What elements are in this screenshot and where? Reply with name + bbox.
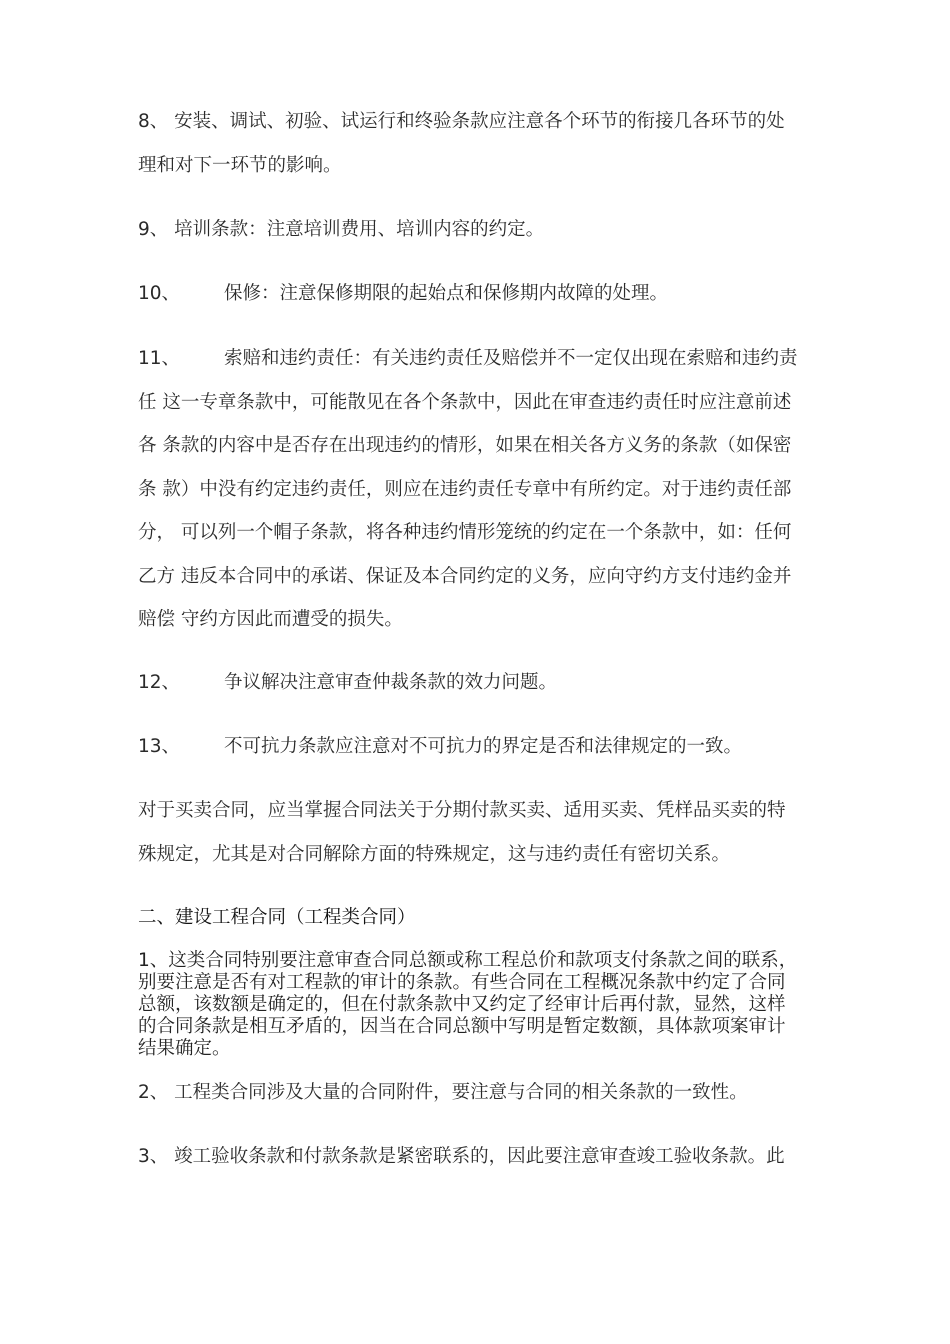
item-8-line-1: 8、 安装、调试、初验、试运行和终验条款应注意各个环节的衔接几各环节的处 (138, 111, 785, 132)
item-8 (138, 100, 822, 187)
s2-item-1-line-5: 结果确定。 (138, 1038, 231, 1059)
sale-note-line-1: 对于买卖合同，应当掌握合同法关于分期付款买卖、适用买卖、凭样品买卖的特 (138, 800, 786, 821)
item-11-number: 11、 (138, 348, 181, 369)
item-13 (138, 725, 822, 769)
item-11-line-2: 任 这一专章条款中，可能散见在各个条款中，因此在审查违约责任时应注意前述 (138, 391, 792, 413)
item-13-number: 13、 (138, 736, 181, 757)
item-12-number: 12、 (138, 672, 181, 693)
section-2-title: 二、建设工程合同（工程类合同） (138, 907, 416, 928)
item-11 (138, 337, 822, 642)
section-2-item-1 (138, 950, 822, 1060)
item-10-number: 10、 (138, 283, 181, 304)
section-2-item-3: 3、 竣工验收条款和付款条款是紧密联系的，因此要注意审查竣工验收条款。此 (138, 1146, 785, 1167)
item-11-line-7: 赔偿 守约方因此而遭受的损失。 (138, 609, 403, 630)
item-8-line-2: 理和对下一环节的影响。 (138, 154, 342, 176)
section-2-item-2: 2、 工程类合同涉及大量的合同附件，要注意与合同的相关条款的一致性。 (138, 1082, 748, 1103)
item-11-line-1 (138, 337, 822, 381)
item-10-text: 保修：注意保修期限的起始点和保修期内故障的处理。 (224, 283, 669, 304)
item-12-text: 争议解决注意审查仲裁条款的效力问题。 (224, 672, 558, 693)
s2-item-1-line-2: 别要注意是否有对工程款的审计的条款。有些合同在工程概况条款中约定了合同 (138, 972, 786, 993)
item-11-line-1-text: 索赔和违约责任：有关违约责任及赔偿并不一定仅出现在索赔和违约责 (224, 348, 798, 369)
item-12 (138, 661, 822, 705)
item-11-line-5: 分， 可以列一个帽子条款，将各种违约情形笼统的约定在一个条款中，如：任何 (138, 522, 792, 543)
s2-item-1-line-1: 1、这类合同特别要注意审查合同总额或称工程总价和款项支付条款之间的联系， (138, 950, 798, 971)
item-10 (138, 272, 822, 316)
item-11-line-3: 各 条款的内容中是否存在出现违约的情形，如果在相关各方义务的条款（如保密 (138, 435, 792, 456)
item-11-line-4: 条 款）中没有约定违约责任，则应在违约责任专章中有所约定。对于违约责任部 (138, 478, 792, 500)
s2-item-1-line-4: 的合同条款是相互矛盾的，因当在合同总额中写明是暂定数额，具体款项案审计 (138, 1016, 786, 1037)
sale-note-line-2: 殊规定，尤其是对合同解除方面的特殊规定，这与违约责任有密切关系。 (138, 843, 731, 865)
sale-contract-note (138, 789, 822, 876)
item-11-line-6: 乙方 违反本合同中的承诺、保证及本合同约定的义务，应向守约方支付违约金并 (138, 565, 792, 587)
item-13-text: 不可抗力条款应注意对不可抗力的界定是否和法律规定的一致。 (224, 736, 743, 757)
item-9: 9、 培训条款：注意培训费用、培训内容的约定。 (138, 219, 545, 240)
s2-item-1-line-3: 总额，该数额是确定的，但在付款条款中又约定了经审计后再付款，显然，这样 (138, 994, 786, 1015)
